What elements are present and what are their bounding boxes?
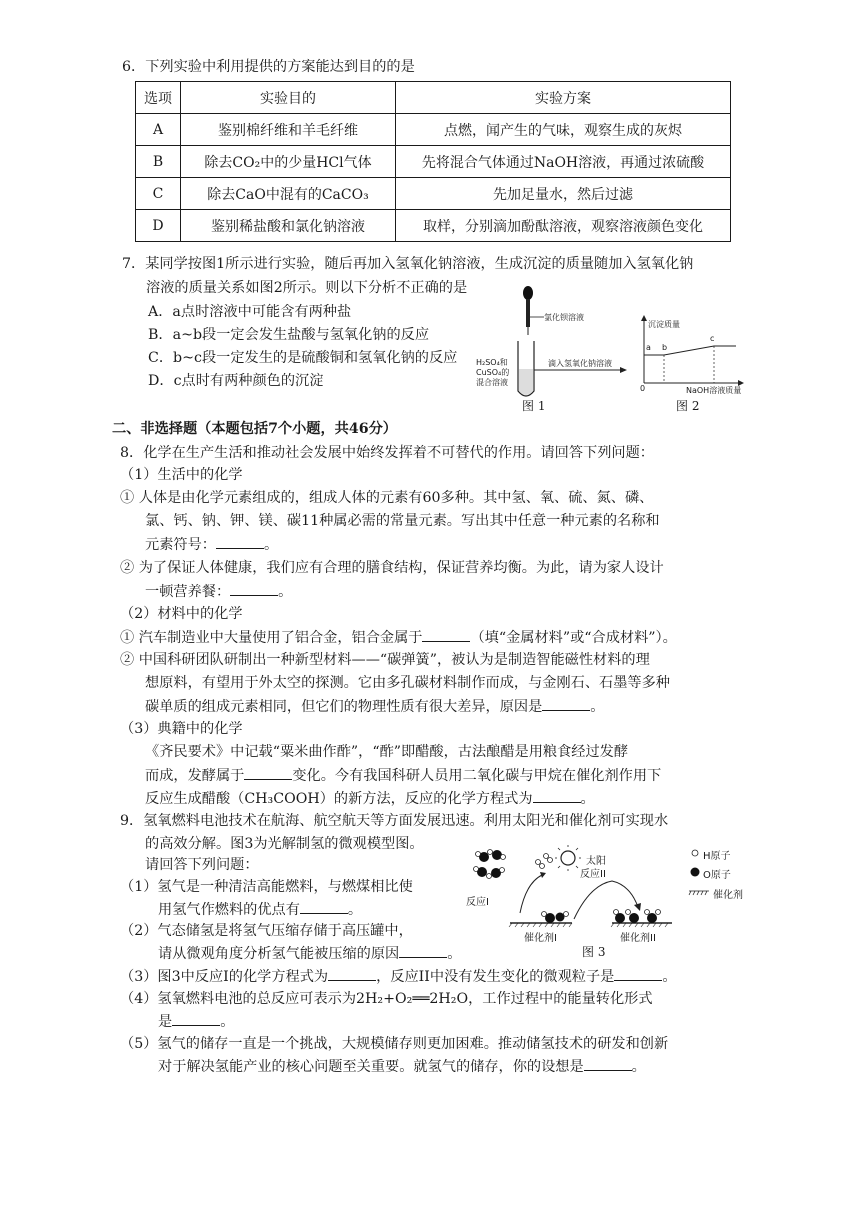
q9-p1a: （1）氢气是一种清洁高能燃料，与燃煤相比使 (120, 879, 413, 895)
table-row (136, 146, 731, 178)
q9-p4a: （4）氢氧燃料电池的总反应可表示为2H₂+O₂══2H₂O，工作过程中的能量转化形式 (120, 991, 653, 1007)
row-option: B (136, 146, 181, 178)
row-plan: 先加足量水，然后过滤 (396, 178, 731, 210)
q9-p3: （3）图3中反应I的化学方程式为 ，反应II中没有发生变化的微观粒子是 。 (120, 966, 677, 987)
q8-p1-1b: 氯、钙、钠、钾、镁、碳11种属必需的常量元素。写出其中任意一种元素的名称和 (145, 513, 660, 529)
figure-3-caption: 图 3 (582, 945, 606, 959)
row-plan: 先将混合气体通过NaOH溶液，再通过浓硫酸 (396, 146, 731, 178)
photolysis-model-diagram (462, 845, 762, 960)
row-purpose: 除去CaO中混有的CaCO₃ (181, 178, 396, 210)
row-purpose: 除去CO₂中的少量HCl气体 (181, 146, 396, 178)
q8-p1-1c: 元素符号： 。 (145, 534, 278, 555)
q9-stem-2: 的高效分解。图3为光解制氢的微观模型图。 (145, 836, 424, 852)
table-row (136, 178, 731, 210)
q8-p3-b: 而成，发酵属于 变化。今有我国科研人员用二氧化碳与甲烷在催化剂作用下 (145, 765, 661, 786)
y-axis-label: 沉淀质量 (648, 320, 680, 329)
q8-p2-2c: 碳单质的组成元素相同，但它们的物理性质有很大差异，原因是 。 (145, 696, 604, 717)
q9-p1b: 用氢气作燃料的优点有 。 (158, 899, 362, 920)
figure-1 (470, 283, 640, 413)
q8-p2-2b: 想原料，有望用于外太空的探测。它由多孔碳材料制作而成，与金刚石、石墨等多种 (145, 675, 670, 691)
q9-stem-1: 9．氢氧燃料电池技术在航海、航空航天等方面发展迅速。利用太阳光和催化剂可实现水 (120, 813, 669, 829)
o-atom-label: O原子 (703, 870, 731, 881)
q7-stem-1: 7．某同学按图1所示进行实验，随后再加入氢氧化钠溶液，生成沉淀的质量随加入氢氧化钠 (122, 256, 694, 272)
reaction-1-label: 反应I (466, 897, 489, 908)
q8-p2-title: （2）材料中的化学 (120, 606, 243, 622)
arrow-label: 滴入氢氧化钠溶液 (548, 359, 612, 368)
h-atom-legend-icon (692, 850, 698, 856)
q7-option-a: A．a点时溶液中可能含有两种盐 (148, 304, 352, 320)
point-c: c (710, 334, 715, 343)
row-option: D (136, 210, 181, 242)
q6-table (135, 81, 731, 242)
origin-label: 0 (640, 384, 646, 393)
row-purpose: 鉴别稀盐酸和氯化钠溶液 (181, 210, 396, 242)
q8-p1-2b: 一顿营养餐： 。 (145, 581, 292, 602)
point-a: a (646, 343, 651, 352)
q9-ask: 请回答下列问题： (145, 857, 259, 873)
row-plan: 点燃，闻产生的气味，观察生成的灰烬 (396, 114, 731, 146)
q8-p1-2a: ② 为了保证人体健康，我们应有合理的膳食结构，保证营养均衡。为此，请为家人设计 (120, 560, 664, 576)
table-row (136, 114, 731, 146)
q8-p2-2a: ② 中国科研团队研制出一种新型材料——“碳弹簧”，被认为是制造智能磁性材料的理 (120, 652, 650, 668)
header-purpose: 实验目的 (181, 82, 396, 114)
q8-stem: 8．化学在生产生活和推动社会发展中始终发挥着不可替代的作用。请回答下列问题： (120, 445, 654, 461)
table-row (136, 210, 731, 242)
tube-label-1: H₂SO₄和 (476, 358, 508, 367)
row-purpose: 鉴别棉纤维和羊毛纤维 (181, 114, 396, 146)
o-atom-legend-icon (691, 868, 700, 877)
reaction-2-label: 反应II (580, 869, 606, 880)
q8-p3-a: 《齐民要术》中记载“粟米曲作酢”，“酢”即醋酸，古法酿醋是用粮食经过发酵 (145, 744, 629, 760)
header-option: 选项 (136, 82, 181, 114)
q8-p3-c: 反应生成醋酸（CH₃COOH）的新方法，反应的化学方程式为 。 (145, 788, 595, 809)
q6-stem: 6．下列实验中利用提供的方案能达到目的的是 (122, 59, 415, 75)
test-tube-diagram (470, 283, 640, 413)
q9-p5a: （5）氢气的储存一直是一个挑战，大规模储存则更加困难。推动储氢技术的研发和创新 (120, 1036, 669, 1052)
q9-p5b: 对于解决氢能产业的核心问题至关重要。就氢气的储存，你的设想是 。 (158, 1056, 646, 1077)
q9-p2b: 请从微观角度分析氢气能被压缩的原因 。 (158, 943, 461, 964)
header-plan: 实验方案 (396, 82, 731, 114)
x-axis-label: NaOH溶液质量 (686, 386, 742, 395)
tube-label-3: 混合溶液 (476, 378, 508, 387)
q8-p2-1: ① 汽车制造业中大量使用了铝合金，铝合金属于 （填“金属材料”或“合成材料”）。 (120, 627, 677, 648)
q7-stem-2: 溶液的质量关系如图2所示。则以下分析不正确的是 (146, 280, 468, 296)
figure-2-caption: 图 2 (676, 399, 700, 413)
section-2-title: 二、非选择题（本题包括7个小题，共46分） (112, 421, 397, 437)
q7-option-b: B．a~b段一定会发生盐酸与氢氧化钠的反应 (148, 327, 430, 343)
figure-3 (462, 845, 762, 960)
q9-p2a: （2）气态储氢是将氢气压缩存储于高压罐中， (120, 923, 413, 939)
catalyst-legend-icon (689, 891, 709, 895)
table-header-row (136, 82, 731, 114)
h-atom-label: H原子 (703, 851, 731, 862)
catalyst-label: 催化剂 (713, 890, 743, 901)
q9-p4b: 是 。 (158, 1011, 234, 1032)
catalyst-1-label: 催化剂I (524, 933, 557, 944)
figure-1-caption: 图 1 (522, 399, 546, 413)
figure-2 (636, 313, 746, 413)
row-option: A (136, 114, 181, 146)
q7-option-c: C．b~c段一定发生的是硫酸铜和氢氧化钠的反应 (148, 350, 458, 366)
sun-label: 太阳 (586, 856, 606, 867)
q7-option-d: D．c点时有两种颜色的沉淀 (148, 373, 324, 389)
tube-label-2: CuSO₄的 (476, 368, 510, 377)
row-option: C (136, 178, 181, 210)
q8-p1-title: （1）生活中的化学 (120, 467, 243, 483)
q8-p1-1a: ① 人体是由化学元素组成的，组成人体的元素有60多种。其中氢、氧、硫、氮、磷、 (120, 490, 654, 506)
catalyst-2-label: 催化剂II (620, 933, 656, 944)
row-plan: 取样，分别滴加酚酞溶液，观察溶液颜色变化 (396, 210, 731, 242)
q8-p3-title: （3）典籍中的化学 (120, 721, 243, 737)
sun-icon (555, 845, 581, 871)
dropper-label: 氯化钡溶液 (544, 313, 584, 322)
point-b: b (662, 343, 668, 352)
